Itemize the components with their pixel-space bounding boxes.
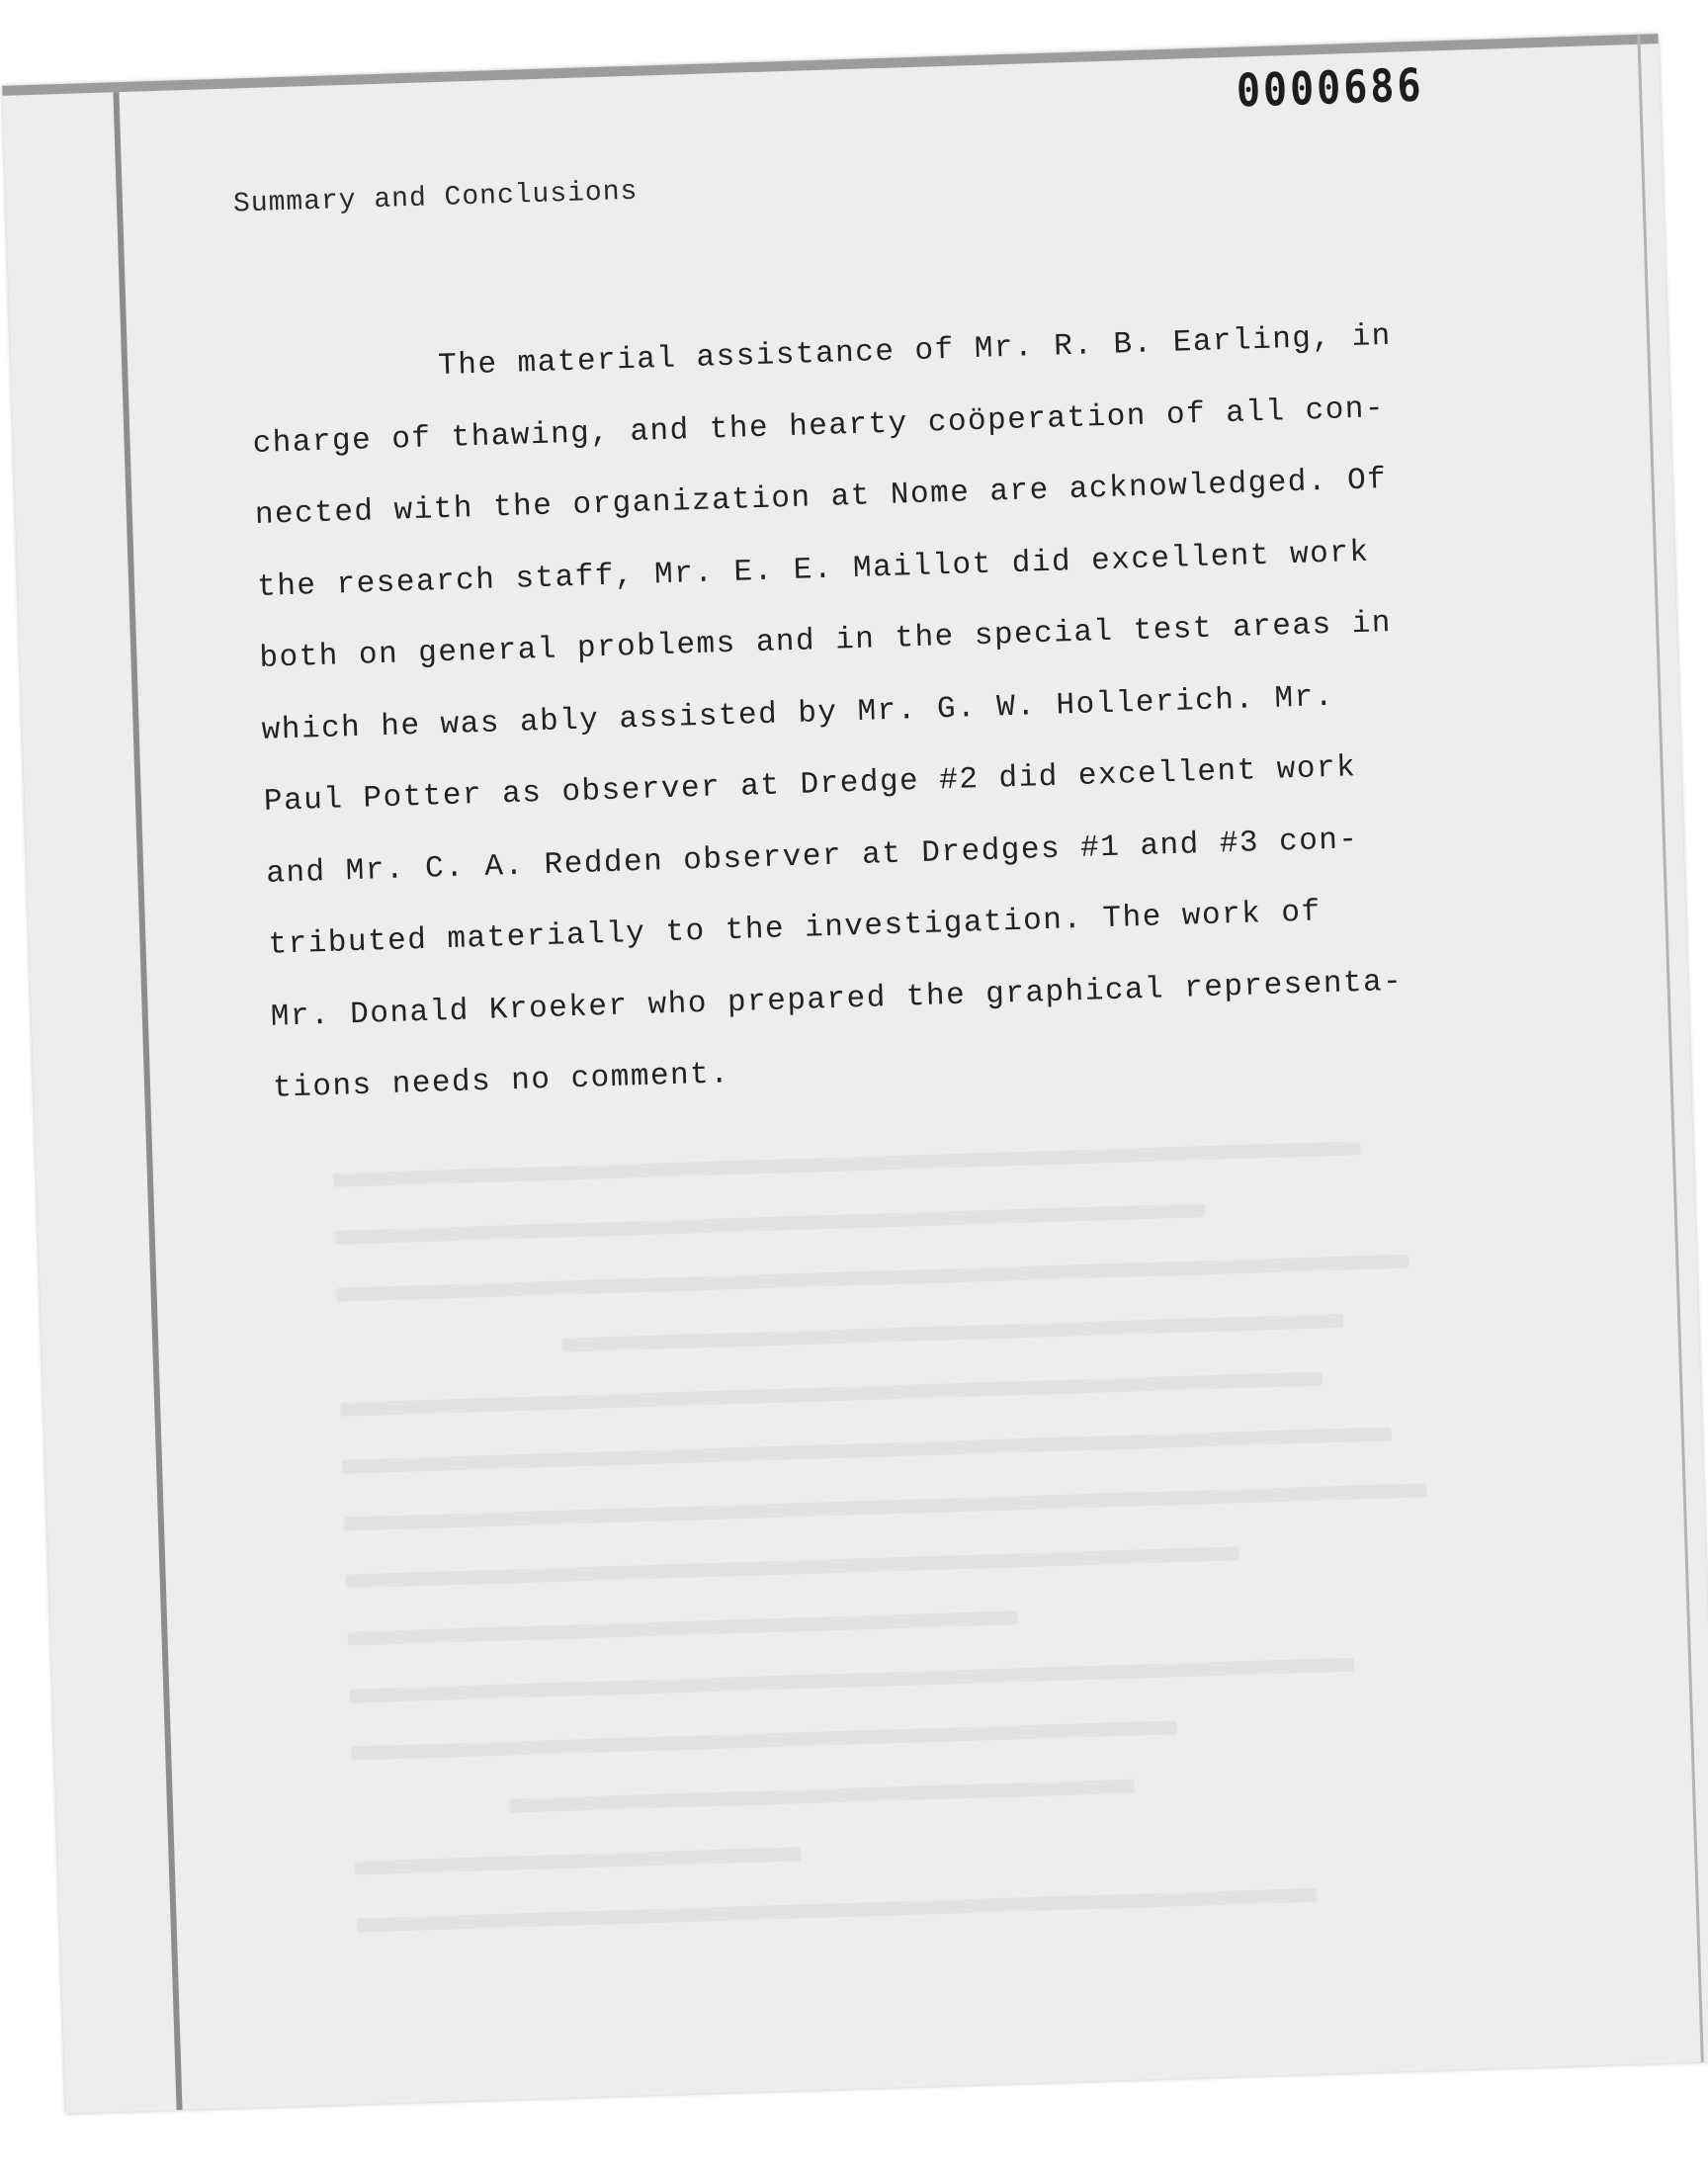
- paragraph-line: and Mr. C. A. Redden observer at Dredges #1 and #3 con-: [265, 822, 1360, 892]
- paragraph-line: which he was ably assisted by Mr. G. W. Hollerich. Mr.: [261, 679, 1335, 748]
- paragraph-line: tions needs no comment.: [272, 1057, 730, 1106]
- bleed-through-text: [333, 1138, 1475, 1983]
- paragraph-line: charge of thawing, and the hearty coöperation of all con-: [252, 391, 1386, 462]
- paragraph-line: the research staff, Mr. E. E. Maillot did excellent work: [256, 535, 1371, 605]
- paragraph-line: Mr. Donald Kroeker who prepared the graphical representa-: [270, 964, 1404, 1035]
- document-number: 0000686: [1236, 59, 1425, 119]
- paragraph-line: tributed materially to the investigation. The work of: [268, 895, 1323, 963]
- paragraph-line: both on general problems and in the special test areas in: [258, 605, 1393, 676]
- paragraph-line: nected with the organization at Nome are acknowledged. Of: [254, 463, 1388, 534]
- paragraph-line: Paul Potter as observer at Dredge #2 did excellent work: [263, 750, 1357, 820]
- section-title: Summary and Conclusions: [232, 176, 639, 220]
- acknowledgment-paragraph: [249, 299, 1489, 1125]
- document-page: [2, 34, 1708, 2114]
- paragraph-line: The material assistance of Mr. R. B. Earling, in: [437, 318, 1393, 385]
